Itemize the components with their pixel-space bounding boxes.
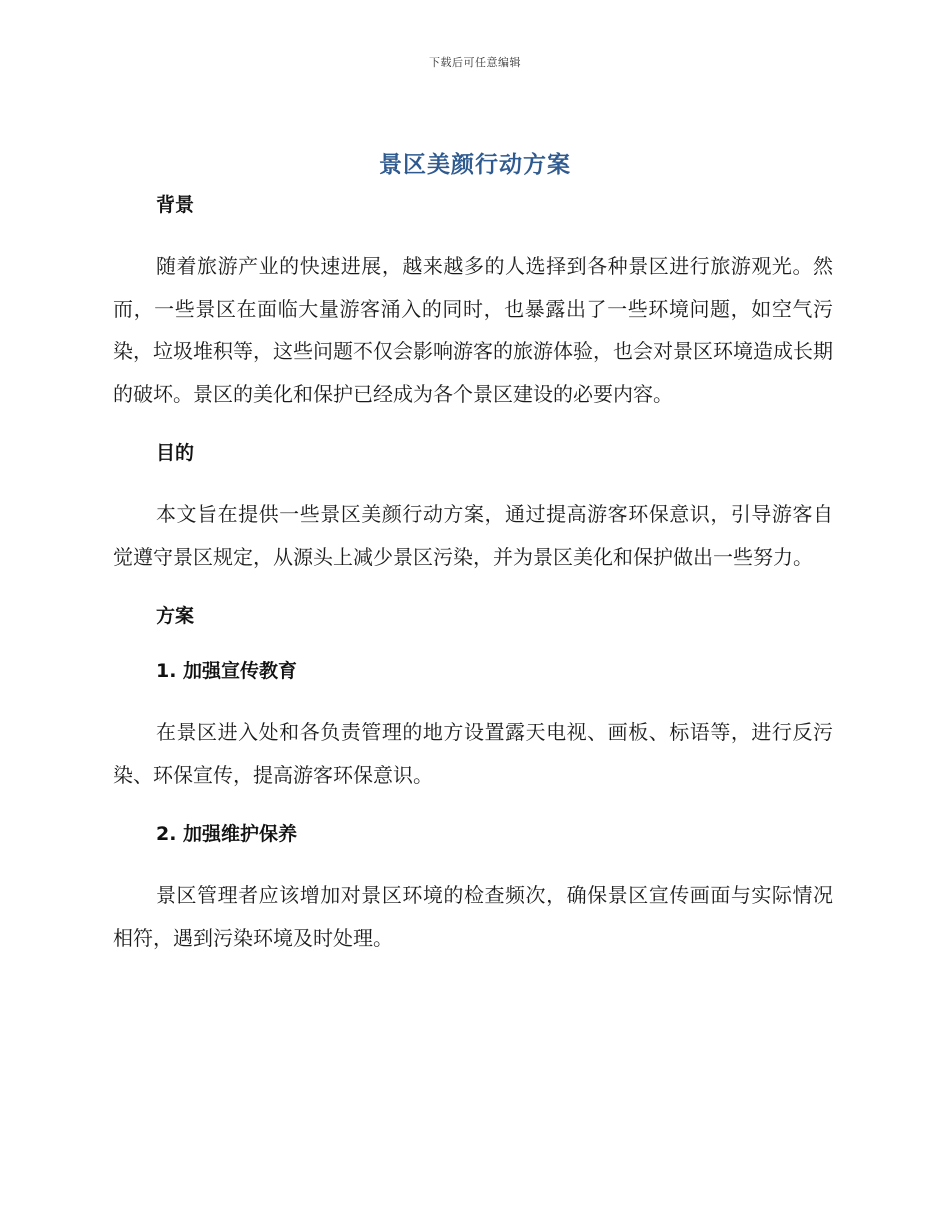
- paragraph-background: 随着旅游产业的快速进展，越来越多的人选择到各种景区进行旅游观光。然而，一些景区在面临大量游客涌入的同时，也暴露出了一些环境问题，如空气污染，垃圾堆积等，这些问题不仅会影响游客的旅游体验，也会对景区环境造成长期的破坏。景区的美化和保护已经成为各个景区建设的必要内容。: [113, 254, 833, 406]
- heading-goal: 目的: [156, 442, 195, 464]
- document-title: 景区美颜行动方案: [379, 152, 571, 178]
- header-note: 下载后可任意编辑: [429, 56, 521, 69]
- heading-plan: 方案: [156, 605, 195, 627]
- paragraph-goal: 本文旨在提供一些景区美颜行动方案，通过提高游客环保意识，引导游客自觉遵守景区规定，从源头上减少景区污染，并为景区美化和保护做出一些努力。: [113, 502, 833, 569]
- paragraph-plan-item-2: 景区管理者应该增加对景区环境的检查频次，确保景区宣传画面与实际情况相符，遇到污染环境及时处理。: [113, 883, 833, 950]
- paragraph-plan-item-1: 在景区进入处和各负责管理的地方设置露天电视、画板、标语等，进行反污染、环保宣传，提高游客环保意识。: [113, 720, 833, 787]
- heading-plan-item-2: 2. 加强维护保养: [156, 823, 298, 845]
- heading-plan-item-1: 1. 加强宣传教育: [156, 660, 298, 682]
- heading-background: 背景: [156, 194, 195, 216]
- document-body: [113, 190, 833, 959]
